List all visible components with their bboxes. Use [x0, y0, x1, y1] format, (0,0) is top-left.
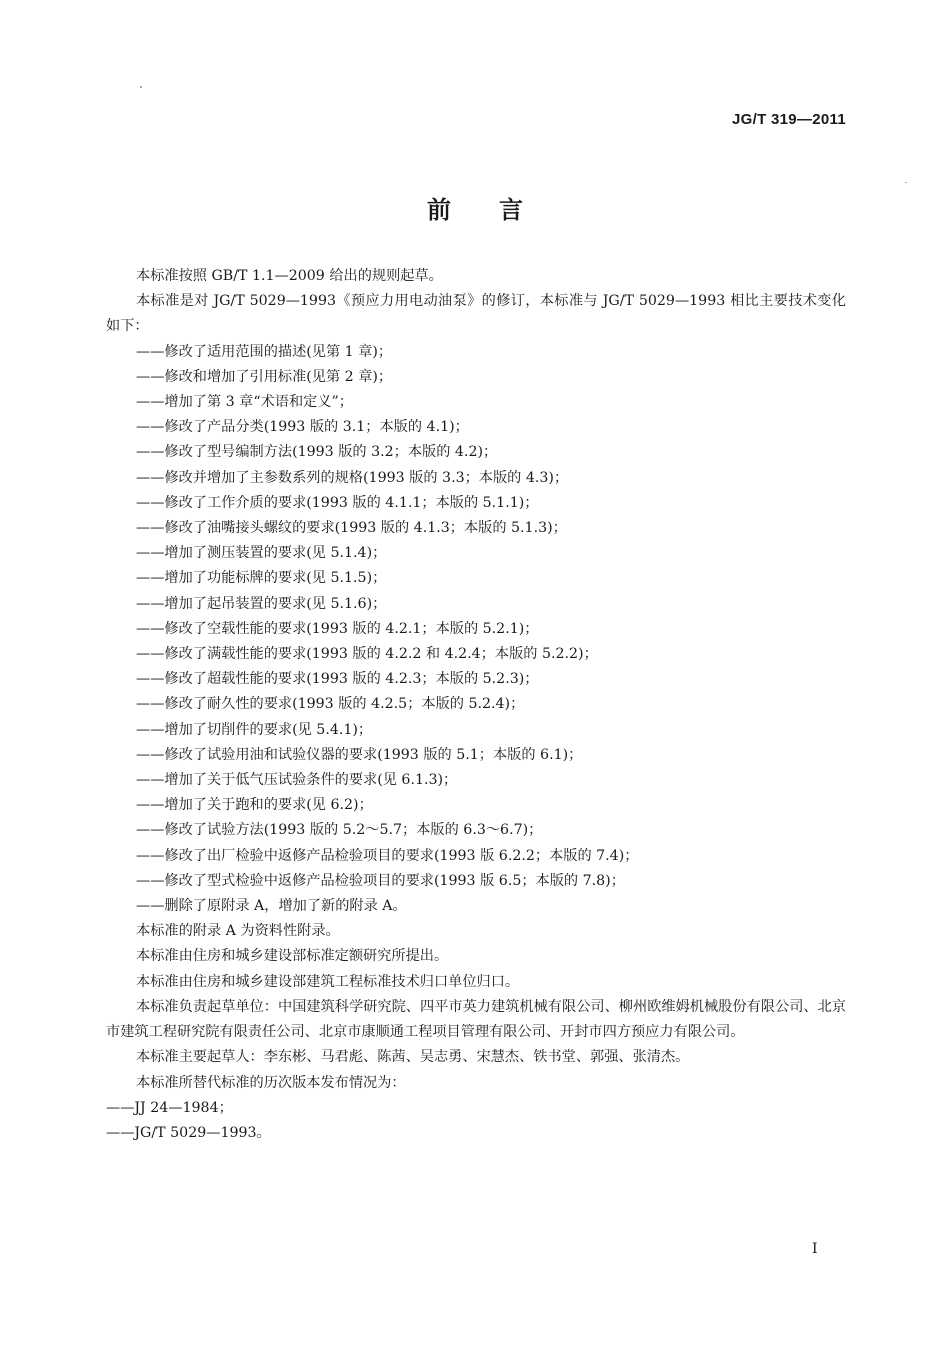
- list-item: ——增加了第 3 章“术语和定义”；: [136, 394, 353, 411]
- list-item: ——修改了型号编制方法(1993 版的 3.2；本版的 4.2)；: [136, 444, 498, 461]
- closing-paragraph: 本标准的附录 A 为资料性附录。: [136, 923, 340, 940]
- list-item: ——增加了起吊装置的要求(见 5.1.6)；: [136, 595, 387, 612]
- drafters-paragraph: 本标准主要起草人：李东彬、马君彪、陈茜、吴志勇、宋慧杰、铁书堂、郭强、张清杰。: [136, 1049, 690, 1066]
- list-item: ——修改了出厂检验中返修产品检验项目的要求(1993 版 6.2.2；本版的 7.4)；: [136, 847, 639, 864]
- closing-paragraph: 本标准由住房和城乡建设部建筑工程标准技术归口单位归口。: [136, 973, 520, 990]
- list-item: ——修改并增加了主参数系列的规格(1993 版的 3.3；本版的 4.3)；: [136, 469, 569, 486]
- list-item: ——修改了适用范围的描述(见第 1 章)；: [136, 343, 393, 360]
- document-body: [106, 264, 846, 1146]
- scan-speck: [140, 86, 142, 88]
- list-item: ——JG/T 5029—1993。: [106, 1124, 271, 1141]
- history-list: [106, 1096, 846, 1146]
- intro-paragraph: 本标准按照 GB/T 1.1—2009 给出的规则起草。: [136, 268, 443, 284]
- list-item: ——修改了满载性能的要求(1993 版的 4.2.2 和 4.2.4；本版的 5.2.2)；: [136, 646, 598, 663]
- page-title: 前言: [427, 196, 571, 224]
- list-item: ——修改和增加了引用标准(见第 2 章)；: [136, 368, 393, 385]
- list-item: ——增加了切削件的要求(见 5.4.1)；: [136, 721, 373, 738]
- standard-code: JG/T 319—2011: [732, 111, 846, 128]
- list-item: ——修改了产品分类(1993 版的 3.1；本版的 4.1)；: [136, 419, 469, 436]
- history-intro-paragraph: 本标准所替代标准的历次版本发布情况为：: [136, 1074, 406, 1091]
- list-item: ——修改了耐久性的要求(1993 版的 4.2.5；本版的 5.2.4)；: [136, 696, 525, 713]
- list-item: ——修改了试验用油和试验仪器的要求(1993 版的 5.1；本版的 6.1)；: [136, 746, 583, 763]
- list-item: ——增加了关于低气压试验条件的要求(见 6.1.3)；: [136, 772, 458, 789]
- list-item: ——修改了油嘴接头螺纹的要求(1993 版的 4.1.3；本版的 5.1.3)；: [136, 520, 567, 537]
- list-item: ——增加了测压装置的要求(见 5.1.4)；: [136, 545, 387, 562]
- list-item: ——JJ 24—1984；: [106, 1099, 233, 1116]
- scan-speck: [905, 182, 907, 183]
- list-item: ——增加了关于跑和的要求(见 6.2)；: [136, 797, 373, 814]
- list-item: ——删除了原附录 A，增加了新的附录 A。: [136, 898, 407, 915]
- list-item: ——修改了型式检验中返修产品检验项目的要求(1993 版 6.5；本版的 7.8)；: [136, 872, 625, 889]
- changes-list: [106, 340, 846, 920]
- list-item: ——修改了空载性能的要求(1993 版的 4.2.1；本版的 5.2.1)；: [136, 620, 539, 637]
- closing-paragraph: 本标准由住房和城乡建设部标准定额研究所提出。: [136, 948, 449, 965]
- intro-paragraph: 本标准是对 JG/T 5029—1993《预应力用电动油泵》的修订，本标准与 JG/T 5029—1993 相比主要技术变化如下：: [106, 293, 846, 335]
- drafting-units-paragraph: 本标准负责起草单位：中国建筑科学研究院、四平市英力建筑机械有限公司、柳州欧维姆机械股份有限公司、北京市建筑工程研究院有限责任公司、北京市康顺通工程项目管理有限公司、开封市四方预应力有限公司。: [106, 998, 846, 1041]
- page-number: I: [812, 1241, 818, 1257]
- list-item: ——增加了功能标牌的要求(见 5.1.5)；: [136, 570, 387, 587]
- list-item: ——修改了超载性能的要求(1993 版的 4.2.3；本版的 5.2.3)；: [136, 671, 539, 688]
- list-item: ——修改了试验方法(1993 版的 5.2～5.7；本版的 6.3～6.7)；: [136, 822, 543, 839]
- list-item: ——修改了工作介质的要求(1993 版的 4.1.1；本版的 5.1.1)；: [136, 494, 539, 511]
